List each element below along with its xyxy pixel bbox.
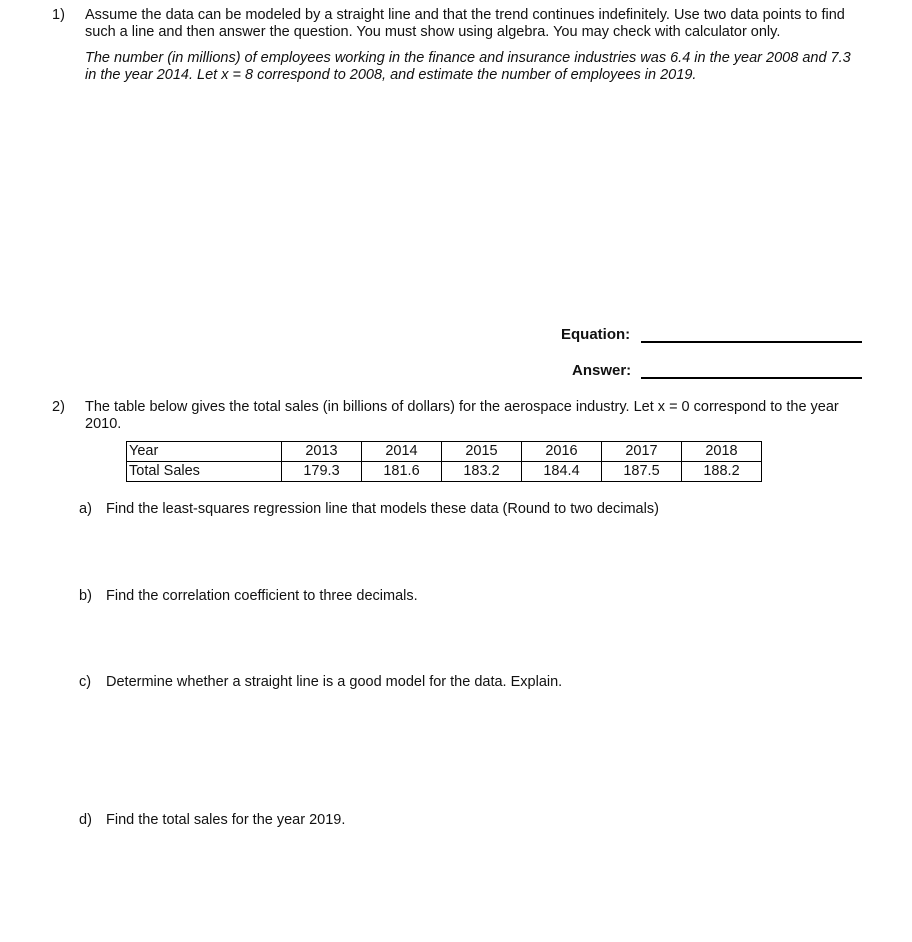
table-cell-sales: 187.5 [602,462,682,482]
equation-answer-line[interactable] [641,341,862,343]
table-cell-sales: 181.6 [362,462,442,482]
equation-label: Equation: [561,326,631,343]
table-header-year: Year [127,442,282,462]
part-d [79,812,345,828]
question-2-intro: The table below gives the total sales (in billions of dollars) for the aerospace industry. Let x = 0 correspond to the year 2010. [85,399,839,432]
table-cell-sales: 179.3 [282,462,362,482]
table-cell-year: 2015 [442,442,522,462]
table-cell-year: 2018 [682,442,762,462]
table-cell-sales: 188.2 [682,462,762,482]
part-c [79,674,562,690]
part-b-text: Find the correlation coefficient to three decimals. [106,588,418,604]
part-a [79,501,659,517]
table-cell-year: 2016 [522,442,602,462]
part-c-letter: c) [79,674,92,690]
question-1-instructions: Assume the data can be modeled by a straight line and that the trend continues indefinitely. Use two data points to find such a line and then answer the question. You must show using algebra. You may check with calculator only. [85,7,845,40]
table-cell-sales: 184.4 [522,462,602,482]
part-a-text: Find the least-squares regression line that models these data (Round to two decimals) [106,501,659,517]
table-cell-year: 2017 [602,442,682,462]
table-header-total-sales: Total Sales [127,462,282,482]
table-row-year [127,442,762,462]
part-d-text: Find the total sales for the year 2019. [106,812,346,828]
sales-table [126,441,762,482]
part-c-text: Determine whether a straight line is a good model for the data. Explain. [106,674,563,690]
part-a-letter: a) [79,501,92,517]
question-1-problem: The number (in millions) of employees working in the finance and insurance industries was 6.4 in the year 2008 and 7.3 in the year 2014. Let x = 8 correspond to 2008, and estimate the number of employees in 2019. [85,50,851,83]
part-b-letter: b) [79,588,92,604]
question-1-number: 1) [52,7,65,23]
answer-label: Answer: [572,362,632,379]
table-row-sales [127,462,762,482]
table-cell-year: 2014 [362,442,442,462]
part-b [79,588,418,604]
table-cell-sales: 183.2 [442,462,522,482]
table-cell-year: 2013 [282,442,362,462]
answer-line[interactable] [641,377,862,379]
part-d-letter: d) [79,812,92,828]
question-2-number: 2) [52,399,65,415]
